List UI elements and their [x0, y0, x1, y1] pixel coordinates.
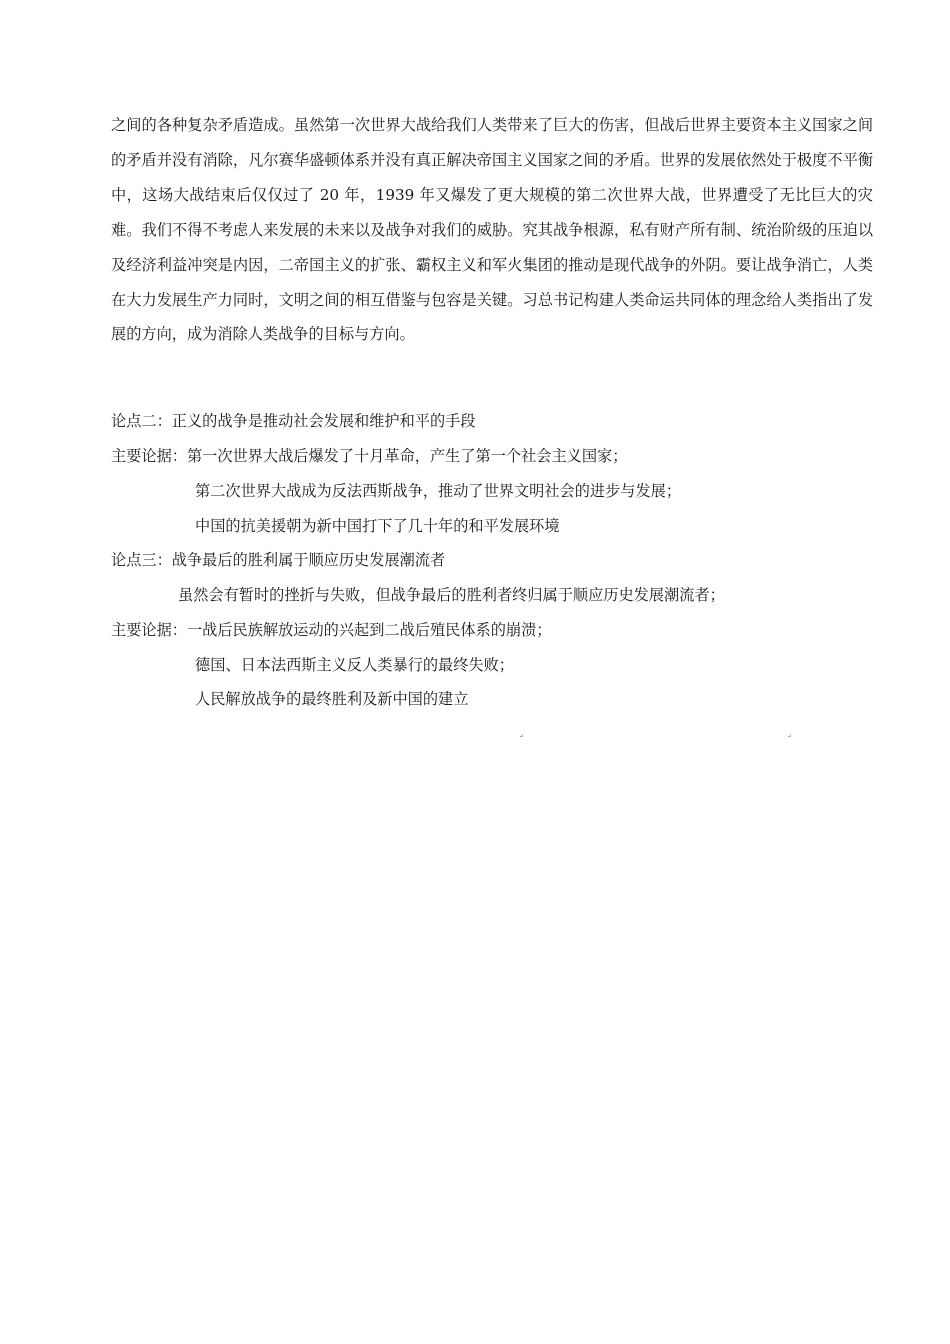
point-three-heading: 论点三：战争最后的胜利属于顺应历史发展潮流者: [111, 551, 446, 569]
point-three-evidence-1: 主要论据：一战后民族解放运动的兴起到二战后殖民体系的崩溃；: [111, 621, 552, 639]
point-three-statement: 虽然会有暂时的挫折与失败，但战争最后的胜利者终归属于顺应历史发展潮流者；: [178, 586, 725, 604]
point-two-evidence-3: 中国的抗美援朝为新中国打下了几十年的和平发展环境: [195, 517, 560, 535]
point-two-evidence-2: 第二次世界大战成为反法西斯战争，推动了世界文明社会的进步与发展；: [195, 482, 681, 500]
point-two-heading: 论点二：正义的战争是推动社会发展和维护和平的手段: [111, 412, 476, 430]
paragraph-mark-icon: ↵: [787, 733, 793, 740]
point-two-evidence-1: 主要论据：第一次世界大战后爆发了十月革命，产生了第一个社会主义国家；: [111, 447, 628, 465]
point-three-evidence-2: 德国、日本法西斯主义反人类暴行的最终失败；: [195, 656, 514, 674]
body-paragraph: 之间的各种复杂矛盾造成。虽然第一次世界大战给我们人类带来了巨大的伤害，但战后世界主要资本主义国家之间的矛盾并没有消除，凡尔赛华盛顿体系并没有真正解决帝国主义国家之间的矛盾。世界的发展依然处于极度不平衡中，这场大战结束后仅仅过了 20 年，1939 年又爆发了更大规模的第二次世界大战，世界遭受了无比巨大的灾难。我们不得不考虑人来发展的未来以及战争对我们的威胁。究其战争根源，私有财产所有制、统治阶级的压迫以及经济利益冲突是内因，二帝国主义的扩张、霸权主义和军火集团的推动是现代战争的外阴。要让战争消亡，人类在大力发展生产力同时，文明之间的相互借鉴与包容是关键。习总书记构建人类命运共同体的理念给人类指出了发展的方向，成为消除人类战争的目标与方向。: [111, 116, 873, 344]
point-three-evidence-3: 人民解放战争的最终胜利及新中国的建立: [195, 690, 469, 708]
paragraph-mark-icon: ↵: [519, 733, 525, 740]
